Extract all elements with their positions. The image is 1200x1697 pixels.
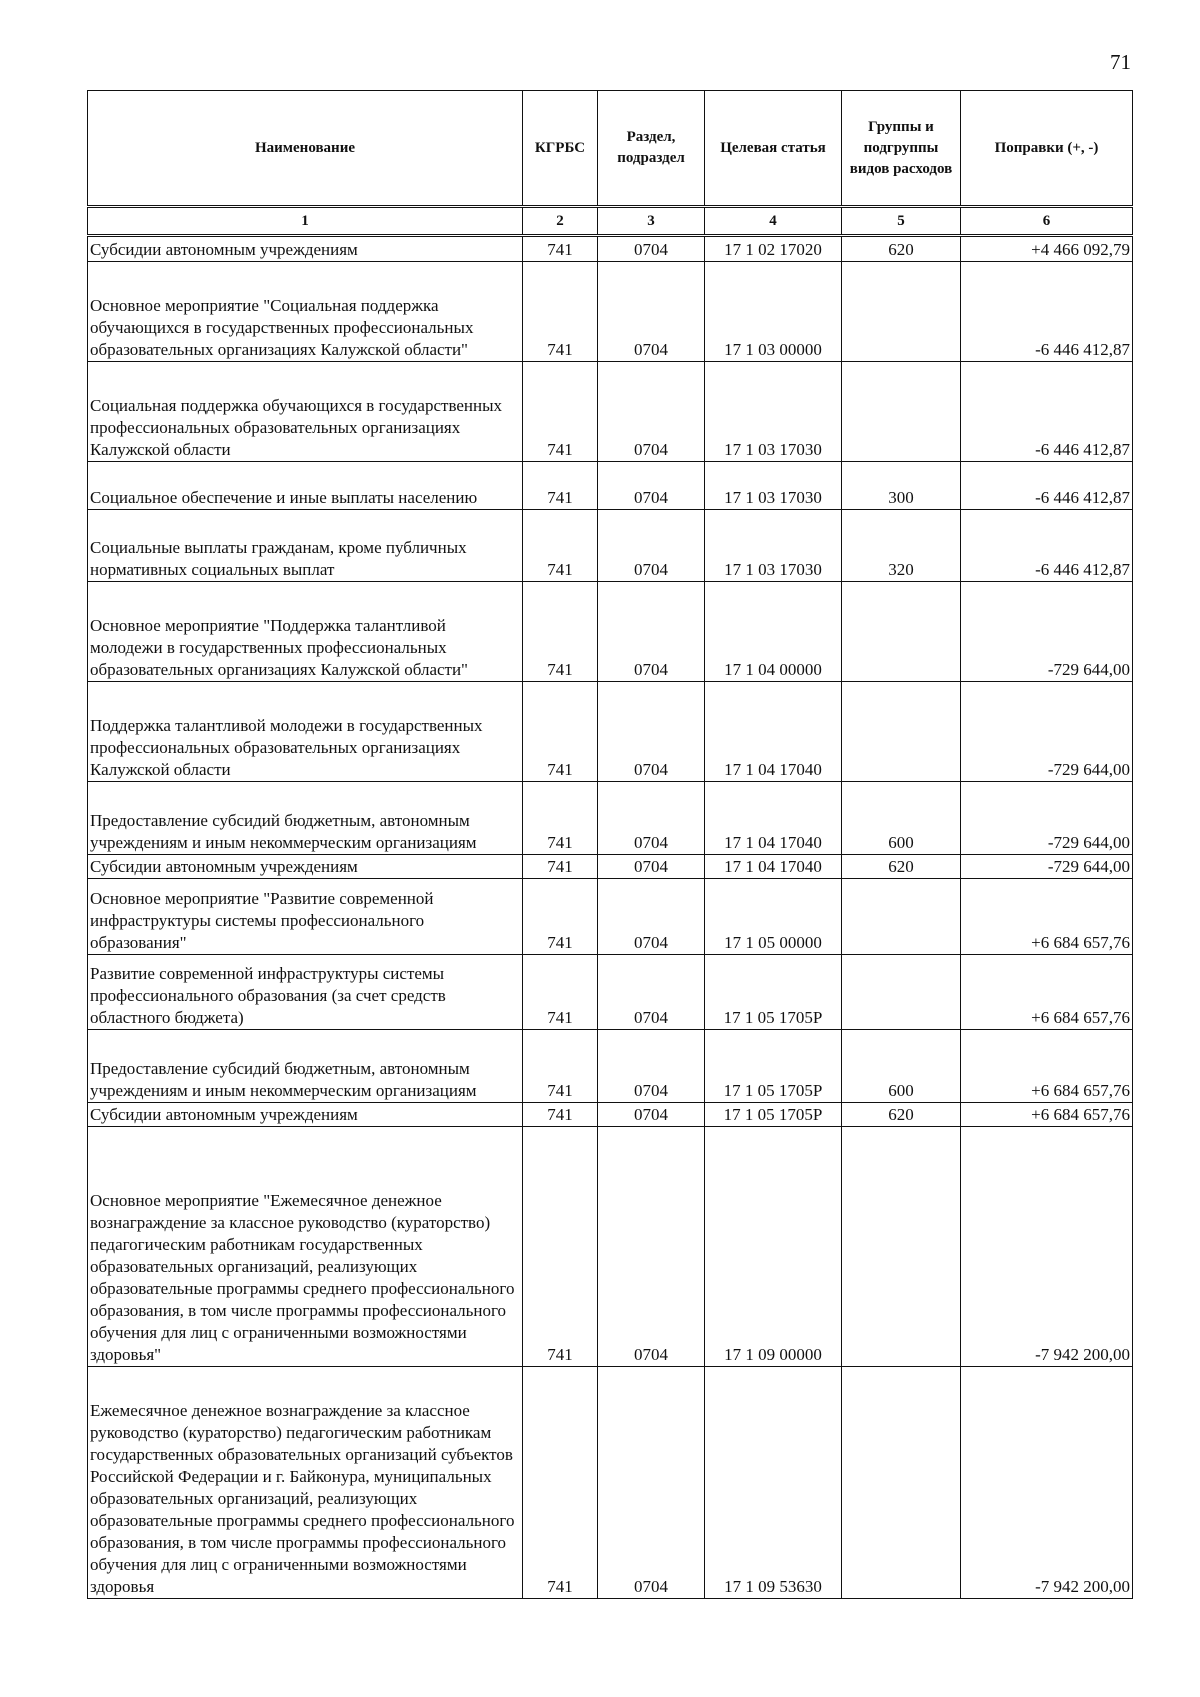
row-razdel: 0704 xyxy=(598,682,705,782)
table-row xyxy=(88,1030,1133,1103)
header-razdel: Раздел, подраздел xyxy=(598,91,705,207)
table-row xyxy=(88,682,1133,782)
row-name: Социальная поддержка обучающихся в государственных профессиональных образовательных организациях Калужской области xyxy=(88,362,523,462)
row-target: 17 1 03 17030 xyxy=(705,362,842,462)
col-number: 4 xyxy=(705,207,842,236)
row-kgrbs: 741 xyxy=(523,1127,598,1367)
row-vr: 600 xyxy=(842,782,961,855)
row-vr: 300 xyxy=(842,462,961,510)
row-amount: -6 446 412,87 xyxy=(961,462,1133,510)
row-name: Социальные выплаты гражданам, кроме публичных нормативных социальных выплат xyxy=(88,510,523,582)
row-razdel: 0704 xyxy=(598,782,705,855)
row-amount: -6 446 412,87 xyxy=(961,262,1133,362)
row-target: 17 1 04 17040 xyxy=(705,855,842,879)
header-row xyxy=(88,91,1133,207)
row-kgrbs: 741 xyxy=(523,362,598,462)
row-razdel: 0704 xyxy=(598,262,705,362)
row-target: 17 1 04 17040 xyxy=(705,682,842,782)
row-razdel: 0704 xyxy=(598,1030,705,1103)
row-razdel: 0704 xyxy=(598,582,705,682)
row-target: 17 1 02 17020 xyxy=(705,236,842,262)
row-kgrbs: 741 xyxy=(523,955,598,1030)
row-name: Субсидии автономным учреждениям xyxy=(88,855,523,879)
row-kgrbs: 741 xyxy=(523,262,598,362)
row-kgrbs: 741 xyxy=(523,682,598,782)
row-amount: +6 684 657,76 xyxy=(961,955,1133,1030)
row-amount: -7 942 200,00 xyxy=(961,1127,1133,1367)
row-kgrbs: 741 xyxy=(523,1367,598,1599)
col-number: 6 xyxy=(961,207,1133,236)
row-name: Предоставление субсидий бюджетным, автономным учреждениям и иным некоммерческим организациям xyxy=(88,782,523,855)
table-row xyxy=(88,582,1133,682)
table-row xyxy=(88,510,1133,582)
header-target: Целевая статья xyxy=(705,91,842,207)
row-kgrbs: 741 xyxy=(523,236,598,262)
row-razdel: 0704 xyxy=(598,879,705,955)
row-amount: -729 644,00 xyxy=(961,582,1133,682)
row-kgrbs: 741 xyxy=(523,462,598,510)
row-amount: -7 942 200,00 xyxy=(961,1367,1133,1599)
row-amount: +6 684 657,76 xyxy=(961,1103,1133,1127)
row-target: 17 1 04 00000 xyxy=(705,582,842,682)
col-number: 5 xyxy=(842,207,961,236)
row-target: 17 1 04 17040 xyxy=(705,782,842,855)
table-row xyxy=(88,955,1133,1030)
table-row xyxy=(88,1367,1133,1599)
page-number: 71 xyxy=(1110,50,1131,74)
row-kgrbs: 741 xyxy=(523,1030,598,1103)
row-razdel: 0704 xyxy=(598,1127,705,1367)
table-row xyxy=(88,879,1133,955)
row-vr xyxy=(842,955,961,1030)
row-vr xyxy=(842,1367,961,1599)
row-razdel: 0704 xyxy=(598,955,705,1030)
row-target: 17 1 05 1705P xyxy=(705,1103,842,1127)
budget-table xyxy=(87,90,1133,1599)
row-kgrbs: 741 xyxy=(523,582,598,682)
row-razdel: 0704 xyxy=(598,510,705,582)
column-number-row xyxy=(88,207,1133,236)
row-target: 17 1 05 1705P xyxy=(705,1030,842,1103)
row-name: Поддержка талантливой молодежи в государственных профессиональных образовательных организациях Калужской области xyxy=(88,682,523,782)
table-row xyxy=(88,855,1133,879)
row-amount: +4 466 092,79 xyxy=(961,236,1133,262)
row-kgrbs: 741 xyxy=(523,510,598,582)
row-amount: -6 446 412,87 xyxy=(961,510,1133,582)
row-target: 17 1 05 1705P xyxy=(705,955,842,1030)
row-razdel: 0704 xyxy=(598,855,705,879)
row-target: 17 1 09 00000 xyxy=(705,1127,842,1367)
table-row xyxy=(88,362,1133,462)
row-amount: +6 684 657,76 xyxy=(961,879,1133,955)
row-name: Субсидии автономным учреждениям xyxy=(88,236,523,262)
row-razdel: 0704 xyxy=(598,236,705,262)
row-amount: +6 684 657,76 xyxy=(961,1030,1133,1103)
row-amount: -6 446 412,87 xyxy=(961,362,1133,462)
col-number: 1 xyxy=(88,207,523,236)
table-row xyxy=(88,462,1133,510)
row-name: Предоставление субсидий бюджетным, автономным учреждениям и иным некоммерческим организациям xyxy=(88,1030,523,1103)
row-name: Развитие современной инфраструктуры системы профессионального образования (за счет средств областного бюджета) xyxy=(88,955,523,1030)
row-vr xyxy=(842,262,961,362)
row-target: 17 1 03 17030 xyxy=(705,462,842,510)
row-name: Ежемесячное денежное вознаграждение за классное руководство (кураторство) педагогическим работникам государственных образовательных организаций субъектов Российской Федерации и г. Байконура, муниципальных образовательных организаций, реализующих образовательные программы среднего профессионального образования, в том числе программы профессионального обучения для лиц с ограниченными возможностями здоровья xyxy=(88,1367,523,1599)
row-vr: 620 xyxy=(842,1103,961,1127)
table-row xyxy=(88,1127,1133,1367)
row-name: Основное мероприятие "Ежемесячное денежное вознаграждение за классное руководство (кураторство) педагогическим работникам государственных образовательных организаций, реализующих образовательные программы среднего профессионального образования, в том числе программы профессионального обучения для лиц с ограниченными возможностями здоровья" xyxy=(88,1127,523,1367)
table-row xyxy=(88,782,1133,855)
row-name: Субсидии автономным учреждениям xyxy=(88,1103,523,1127)
row-vr xyxy=(842,1127,961,1367)
table-row xyxy=(88,1103,1133,1127)
col-number: 3 xyxy=(598,207,705,236)
row-name: Основное мероприятие "Развитие современной инфраструктуры системы профессионального образования" xyxy=(88,879,523,955)
row-name: Основное мероприятие "Социальная поддержка обучающихся в государственных профессиональных образовательных организациях Калужской области" xyxy=(88,262,523,362)
row-vr xyxy=(842,362,961,462)
row-vr: 620 xyxy=(842,236,961,262)
row-vr: 600 xyxy=(842,1030,961,1103)
row-vr xyxy=(842,879,961,955)
row-name: Основное мероприятие "Поддержка талантливой молодежи в государственных профессиональных образовательных организациях Калужской области" xyxy=(88,582,523,682)
row-razdel: 0704 xyxy=(598,1103,705,1127)
row-amount: -729 644,00 xyxy=(961,782,1133,855)
row-vr xyxy=(842,582,961,682)
row-target: 17 1 05 00000 xyxy=(705,879,842,955)
row-target: 17 1 03 00000 xyxy=(705,262,842,362)
row-razdel: 0704 xyxy=(598,462,705,510)
row-razdel: 0704 xyxy=(598,362,705,462)
row-razdel: 0704 xyxy=(598,1367,705,1599)
row-amount: -729 644,00 xyxy=(961,682,1133,782)
row-amount: -729 644,00 xyxy=(961,855,1133,879)
header-kgrbs: КГРБС xyxy=(523,91,598,207)
row-name: Социальное обеспечение и иные выплаты населению xyxy=(88,462,523,510)
row-kgrbs: 741 xyxy=(523,1103,598,1127)
header-name: Наименование xyxy=(88,91,523,207)
row-vr xyxy=(842,682,961,782)
row-target: 17 1 09 53630 xyxy=(705,1367,842,1599)
row-kgrbs: 741 xyxy=(523,879,598,955)
row-target: 17 1 03 17030 xyxy=(705,510,842,582)
col-number: 2 xyxy=(523,207,598,236)
header-amendments: Поправки (+, -) xyxy=(961,91,1133,207)
table-row xyxy=(88,262,1133,362)
row-vr: 320 xyxy=(842,510,961,582)
table-row xyxy=(88,236,1133,262)
row-kgrbs: 741 xyxy=(523,855,598,879)
row-vr: 620 xyxy=(842,855,961,879)
row-kgrbs: 741 xyxy=(523,782,598,855)
header-groups: Группы и подгруппы видов расходов xyxy=(842,91,961,207)
